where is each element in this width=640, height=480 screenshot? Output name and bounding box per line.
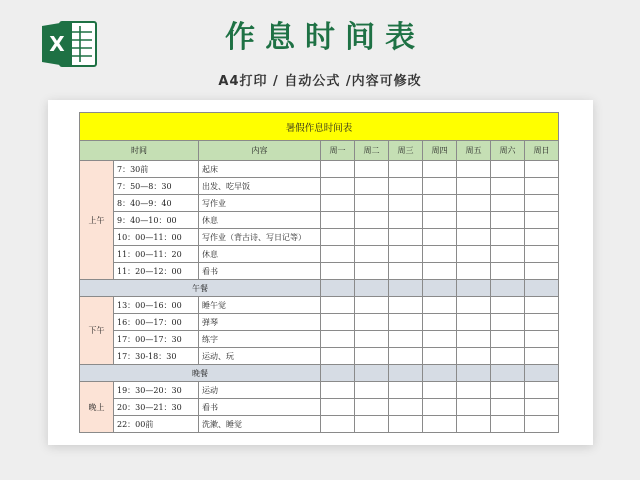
day-check-cell[interactable]	[525, 297, 559, 314]
day-check-cell[interactable]	[423, 280, 457, 297]
page-title: 作息时间表	[225, 20, 425, 55]
day-check-cell[interactable]	[457, 178, 491, 195]
day-check-cell[interactable]	[423, 348, 457, 365]
day-check-cell[interactable]	[423, 178, 457, 195]
time-cell[interactable]: 8：40—9：40	[114, 195, 199, 212]
day-check-cell[interactable]	[389, 314, 423, 331]
time-cell[interactable]: 10：00—11：00	[114, 229, 199, 246]
day-check-cell[interactable]	[423, 263, 457, 280]
day-check-cell[interactable]	[525, 212, 559, 229]
time-cell[interactable]: 17：00—17：30	[114, 331, 199, 348]
content-cell[interactable]: 看书	[199, 263, 321, 280]
day-check-cell[interactable]	[525, 178, 559, 195]
day-check-cell[interactable]	[389, 382, 423, 399]
day-check-cell[interactable]	[457, 297, 491, 314]
day-check-cell[interactable]	[355, 195, 389, 212]
day-check-cell[interactable]	[321, 365, 355, 382]
excel-logo-letter: X	[49, 32, 65, 56]
time-cell[interactable]: 11：20—12：00	[114, 263, 199, 280]
day-check-cell[interactable]	[457, 246, 491, 263]
day-check-cell[interactable]	[389, 195, 423, 212]
content-cell[interactable]: 练字	[199, 331, 321, 348]
day-check-cell[interactable]	[457, 365, 491, 382]
day-check-cell[interactable]	[423, 212, 457, 229]
day-check-cell[interactable]	[321, 195, 355, 212]
day-check-cell[interactable]	[457, 314, 491, 331]
content-cell[interactable]: 休息	[199, 212, 321, 229]
day-check-cell[interactable]	[389, 416, 423, 433]
table-row	[80, 195, 559, 212]
day-check-cell[interactable]	[423, 229, 457, 246]
day-check-cell[interactable]	[457, 416, 491, 433]
day-check-cell[interactable]	[389, 331, 423, 348]
time-cell[interactable]: 16：00—17：00	[114, 314, 199, 331]
day-check-cell[interactable]	[355, 399, 389, 416]
day-check-cell[interactable]	[525, 280, 559, 297]
day-check-cell[interactable]	[423, 195, 457, 212]
day-check-cell[interactable]	[525, 263, 559, 280]
day-check-cell[interactable]	[525, 246, 559, 263]
day-check-cell[interactable]	[423, 382, 457, 399]
day-check-cell[interactable]	[457, 229, 491, 246]
content-cell[interactable]: 写作业（背古诗、写日记等）	[199, 229, 321, 246]
day-check-cell[interactable]	[355, 178, 389, 195]
day-check-cell[interactable]	[423, 314, 457, 331]
header-day[interactable]: 周六	[491, 141, 525, 161]
day-check-cell[interactable]	[355, 229, 389, 246]
day-check-cell[interactable]	[525, 161, 559, 178]
day-check-cell[interactable]	[423, 297, 457, 314]
day-check-cell[interactable]	[491, 195, 525, 212]
day-check-cell[interactable]	[389, 178, 423, 195]
content-cell[interactable]: 运动	[199, 382, 321, 399]
day-check-cell[interactable]	[525, 314, 559, 331]
day-check-cell[interactable]	[355, 382, 389, 399]
time-cell[interactable]: 7：30前	[114, 161, 199, 178]
day-check-cell[interactable]	[491, 331, 525, 348]
day-check-cell[interactable]	[389, 161, 423, 178]
day-check-cell[interactable]	[457, 212, 491, 229]
content-cell[interactable]: 看书	[199, 399, 321, 416]
table-row	[80, 178, 559, 195]
day-check-cell[interactable]	[355, 246, 389, 263]
day-check-cell[interactable]	[457, 161, 491, 178]
day-check-cell[interactable]	[321, 246, 355, 263]
day-check-cell[interactable]	[389, 212, 423, 229]
day-check-cell[interactable]	[457, 348, 491, 365]
day-check-cell[interactable]	[355, 365, 389, 382]
day-check-cell[interactable]	[423, 246, 457, 263]
day-check-cell[interactable]	[355, 297, 389, 314]
page-subtitle: A4打印 / 自动公式 /内容可修改	[218, 74, 422, 89]
period-label-evening[interactable]: 晚上	[80, 382, 114, 433]
day-check-cell[interactable]	[423, 365, 457, 382]
table-row	[80, 263, 559, 280]
content-cell[interactable]: 写作业	[199, 195, 321, 212]
content-cell[interactable]: 出发、吃早饭	[199, 178, 321, 195]
day-check-cell[interactable]	[491, 348, 525, 365]
day-check-cell[interactable]	[457, 195, 491, 212]
day-check-cell[interactable]	[389, 229, 423, 246]
header-day[interactable]: 周日	[525, 141, 559, 161]
day-check-cell[interactable]	[423, 399, 457, 416]
table-row	[80, 314, 559, 331]
day-check-cell[interactable]	[321, 297, 355, 314]
dinner-label[interactable]: 晚餐	[80, 365, 321, 382]
table-row	[80, 229, 559, 246]
day-check-cell[interactable]	[491, 416, 525, 433]
day-check-cell[interactable]	[423, 416, 457, 433]
day-check-cell[interactable]	[321, 314, 355, 331]
sheet-banner-title[interactable]: 暑假作息时间表	[80, 113, 559, 141]
dinner-row	[80, 365, 559, 382]
time-cell[interactable]: 19：30—20：30	[114, 382, 199, 399]
header-day[interactable]: 周一	[321, 141, 355, 161]
content-cell[interactable]: 睡午觉	[199, 297, 321, 314]
header-content[interactable]: 内容	[199, 141, 321, 161]
day-check-cell[interactable]	[355, 416, 389, 433]
time-cell[interactable]: 22：00前	[114, 416, 199, 433]
banner-row	[80, 113, 559, 141]
day-check-cell[interactable]	[491, 263, 525, 280]
period-label-morning[interactable]: 上午	[80, 161, 114, 280]
day-check-cell[interactable]	[457, 331, 491, 348]
table-row	[80, 246, 559, 263]
day-check-cell[interactable]	[457, 399, 491, 416]
header-day[interactable]: 周四	[423, 141, 457, 161]
table-row	[80, 161, 559, 178]
day-check-cell[interactable]	[525, 348, 559, 365]
day-check-cell[interactable]	[491, 365, 525, 382]
day-check-cell[interactable]	[423, 331, 457, 348]
day-check-cell[interactable]	[355, 314, 389, 331]
content-cell[interactable]: 起床	[199, 161, 321, 178]
day-check-cell[interactable]	[321, 178, 355, 195]
header-time[interactable]: 时间	[80, 141, 199, 161]
time-cell[interactable]: 7：50—8：30	[114, 178, 199, 195]
header-day[interactable]: 周三	[389, 141, 423, 161]
spreadsheet-preview	[48, 100, 593, 445]
day-check-cell[interactable]	[355, 161, 389, 178]
day-check-cell[interactable]	[525, 416, 559, 433]
table-row	[80, 212, 559, 229]
time-cell[interactable]: 9：40—10：00	[114, 212, 199, 229]
day-check-cell[interactable]	[321, 161, 355, 178]
day-check-cell[interactable]	[491, 314, 525, 331]
day-check-cell[interactable]	[389, 280, 423, 297]
day-check-cell[interactable]	[321, 348, 355, 365]
table-row	[80, 297, 559, 314]
day-check-cell[interactable]	[525, 399, 559, 416]
content-cell[interactable]: 洗漱、睡觉	[199, 416, 321, 433]
content-cell[interactable]: 休息	[199, 246, 321, 263]
day-check-cell[interactable]	[491, 297, 525, 314]
content-cell[interactable]: 弹琴	[199, 314, 321, 331]
day-check-cell[interactable]	[389, 399, 423, 416]
day-check-cell[interactable]	[525, 331, 559, 348]
table-row	[80, 382, 559, 399]
table-row	[80, 399, 559, 416]
day-check-cell[interactable]	[355, 331, 389, 348]
table-row	[80, 331, 559, 348]
day-check-cell[interactable]	[321, 382, 355, 399]
day-check-cell[interactable]	[355, 212, 389, 229]
header-row	[80, 141, 559, 161]
day-check-cell[interactable]	[491, 178, 525, 195]
day-check-cell[interactable]	[491, 212, 525, 229]
header-day[interactable]: 周五	[457, 141, 491, 161]
day-check-cell[interactable]	[389, 297, 423, 314]
day-check-cell[interactable]	[321, 229, 355, 246]
day-check-cell[interactable]	[389, 348, 423, 365]
day-check-cell[interactable]	[525, 382, 559, 399]
day-check-cell[interactable]	[355, 348, 389, 365]
lunch-row	[80, 280, 559, 297]
day-check-cell[interactable]	[321, 331, 355, 348]
day-check-cell[interactable]	[457, 263, 491, 280]
time-cell[interactable]: 20：30—21：30	[114, 399, 199, 416]
day-check-cell[interactable]	[423, 161, 457, 178]
day-check-cell[interactable]	[491, 382, 525, 399]
day-check-cell[interactable]	[389, 263, 423, 280]
time-cell[interactable]: 11：00—11：20	[114, 246, 199, 263]
period-label-afternoon[interactable]: 下午	[80, 297, 114, 365]
time-cell[interactable]: 13：00—16：00	[114, 297, 199, 314]
day-check-cell[interactable]	[491, 246, 525, 263]
header-day[interactable]: 周二	[355, 141, 389, 161]
day-check-cell[interactable]	[321, 280, 355, 297]
content-cell[interactable]: 运动、玩	[199, 348, 321, 365]
day-check-cell[interactable]	[389, 365, 423, 382]
day-check-cell[interactable]	[355, 263, 389, 280]
day-check-cell[interactable]	[321, 416, 355, 433]
day-check-cell[interactable]	[525, 229, 559, 246]
schedule-table	[79, 112, 559, 433]
day-check-cell[interactable]	[457, 382, 491, 399]
day-check-cell[interactable]	[355, 280, 389, 297]
day-check-cell[interactable]	[321, 263, 355, 280]
day-check-cell[interactable]	[457, 280, 491, 297]
day-check-cell[interactable]	[491, 399, 525, 416]
day-check-cell[interactable]	[389, 246, 423, 263]
day-check-cell[interactable]	[525, 195, 559, 212]
day-check-cell[interactable]	[321, 399, 355, 416]
table-row	[80, 416, 559, 433]
day-check-cell[interactable]	[525, 365, 559, 382]
day-check-cell[interactable]	[491, 229, 525, 246]
day-check-cell[interactable]	[491, 161, 525, 178]
lunch-label[interactable]: 午餐	[80, 280, 321, 297]
time-cell[interactable]: 17：30-18：30	[114, 348, 199, 365]
day-check-cell[interactable]	[321, 212, 355, 229]
table-row	[80, 348, 559, 365]
day-check-cell[interactable]	[491, 280, 525, 297]
